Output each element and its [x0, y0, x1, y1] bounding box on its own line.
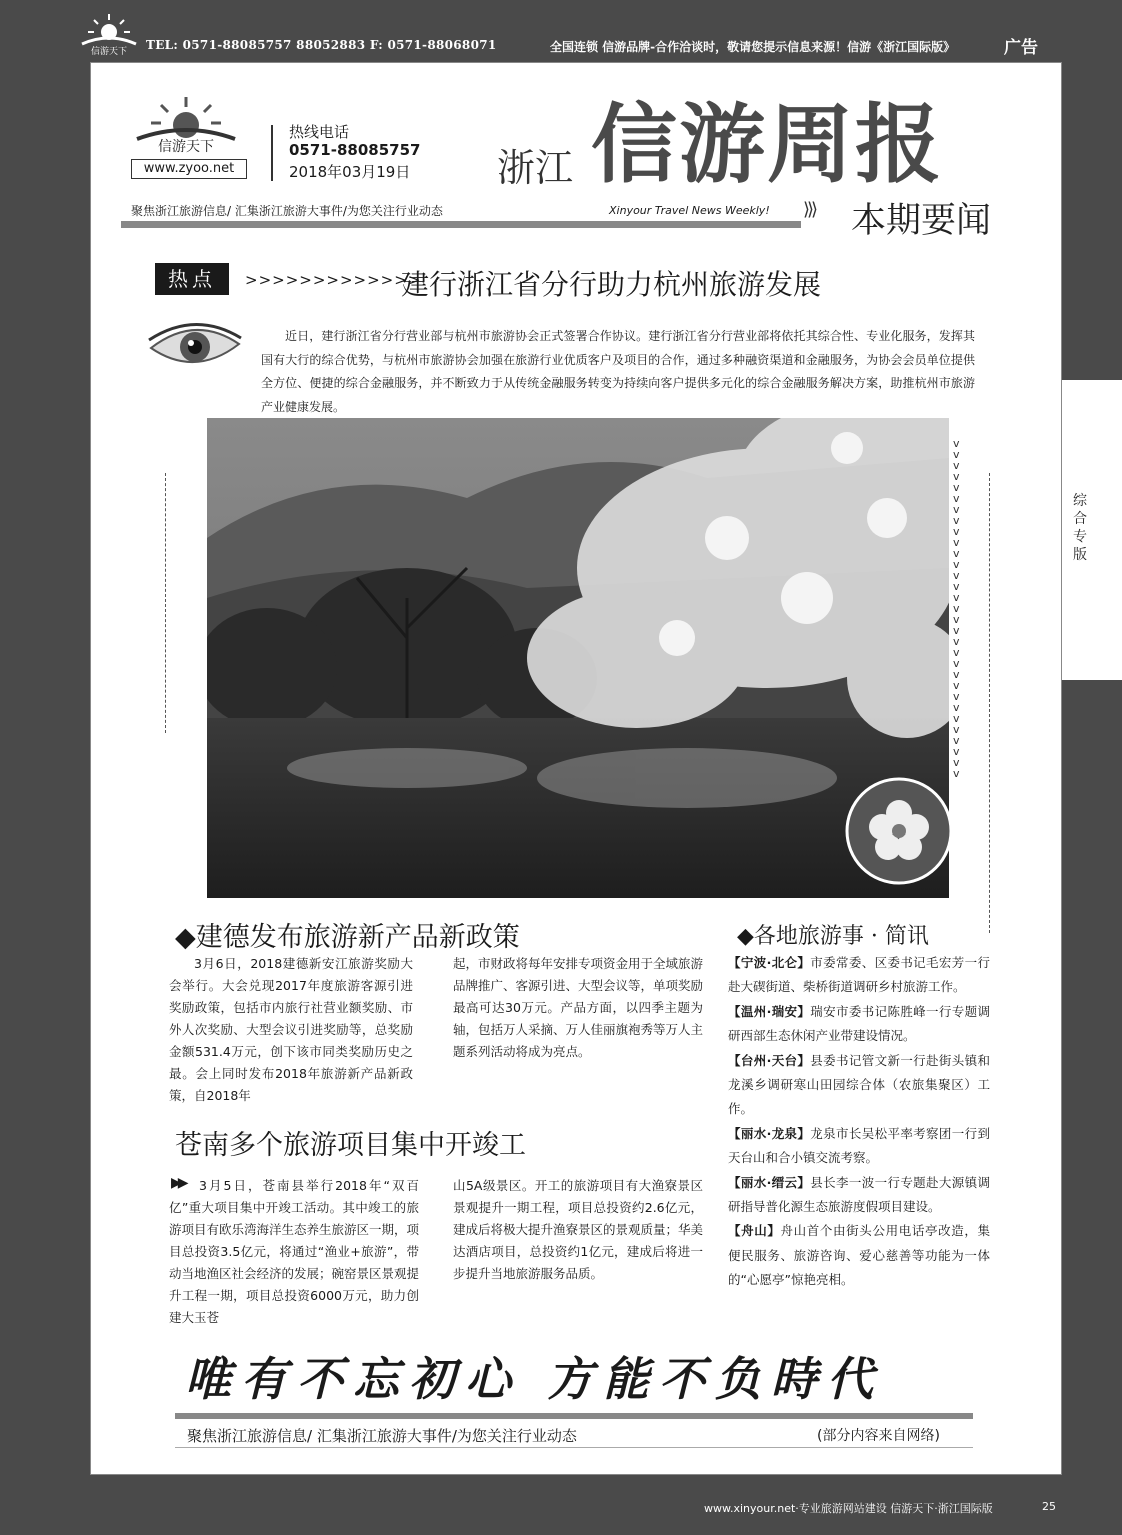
- dashed-divider: [165, 473, 166, 733]
- section-title: 本期要闻: [851, 201, 992, 241]
- page-number: 25: [1042, 1500, 1056, 1513]
- lake-blossom-photo: [207, 418, 949, 898]
- list-item: 【温州·瑞安】瑞安市委书记陈胜峰一行专题调研西部生态休闲产业带建设情况。: [728, 1003, 990, 1044]
- photo-v-marks: vvvvvvvvvvvvvvvvvvvvvvvvvvvvvvv: [953, 437, 960, 780]
- sun-logo-icon: [78, 10, 140, 56]
- calligraphy-motto: 唯有不忘初心 方能不负時代: [185, 1352, 884, 1406]
- top-slogan: 全国连锁 信游品牌-合作洽谈时，敬请您提示信息来源！信游《浙江国际版》: [550, 40, 956, 54]
- list-item: 【台州·天台】县委书记管文新一行赴街头镇和龙溪乡调研寒山田园综合体（农旅集聚区）工作。: [728, 1052, 990, 1117]
- newspaper-page: [90, 62, 1062, 1475]
- masthead-province: 浙江: [497, 146, 574, 190]
- masthead-tagline: 聚焦浙江旅游信息/ 汇集浙江旅游大事件/为您关注行业动态: [131, 204, 443, 218]
- eye-icon: [147, 318, 243, 374]
- jiande-headline: ◆建德发布旅游新产品新政策: [175, 922, 520, 953]
- ad-label: 广告: [1004, 38, 1038, 58]
- dashed-divider: [989, 473, 990, 933]
- briefs-list: [728, 951, 990, 1293]
- sun-logo-icon: [131, 93, 241, 153]
- issue-date: 2018年03月19日: [289, 163, 411, 181]
- cangnan-col2: 山5A级景区。开工的旅游项目有大渔寮景区景观提升一期工程，项目总投资约2.6亿元，建成后将极大提升渔寮景区的景观质量；华美达酒店项目，总投资约1亿元，建成后将进一步提升当地旅游服务品质。: [453, 1178, 704, 1281]
- top-bar: [0, 0, 1122, 62]
- svg-text:信游天下: 信游天下: [90, 47, 128, 56]
- hotline-label: 热线电话: [289, 123, 350, 141]
- footer-url: www.xinyour.net·专业旅游网站建设 信游天下·浙江国际版: [704, 1502, 993, 1515]
- hot-arrows: >>>>>>>>>>>>>: [245, 271, 422, 289]
- bottom-tagline: 聚焦浙江旅游信息/ 汇集浙江旅游大事件/为您关注行业动态: [187, 1427, 577, 1445]
- bottom-rule-thin: [175, 1447, 973, 1448]
- briefs-headline: ◆各地旅游事 · 简讯: [737, 924, 929, 949]
- masthead-divider: [271, 125, 273, 181]
- hot-tag: 热点: [155, 263, 229, 295]
- hot-article-body: 近日，建行浙江省分行营业部与杭州市旅游协会正式签署合作协议。建行浙江省分行营业部将依托其综合性、专业化服务，发挥其国有大行的综合优势，与杭州市旅游协会加强在旅游行业优质客户及项目的合作，通过多种融资渠道和金融服务，为协会会员单位提供全方位、便捷的综合金融服务，并不断致力于从传统金融服务转变为持续向客户提供多元化的综合金融服务解决方案，助推杭州市旅游产业健康发展。: [261, 329, 975, 414]
- site-url[interactable]: www.zyoo.net: [131, 159, 247, 179]
- jiande-col2: 起，市财政将每年安排专项资金用于全域旅游品牌推广、客源引进、大型会议等，单项奖励最高可达30万元。产品方面，以四季主题为轴，包括万人采摘、万人佳丽旗袍秀等万人主题系列活动将成为亮点。: [453, 956, 704, 1059]
- list-item: 【舟山】舟山首个由街头公用电话亭改造，集便民服务、旅游咨询、爱心慈善等功能为一体的“心愿亭”惊艳亮相。: [728, 1223, 990, 1288]
- cangnan-headline: 苍南多个旅游项目集中开竣工: [175, 1130, 526, 1161]
- jiande-col1: 3月6日，2018建德新安江旅游奖励大会举行。大会兑现2017年度旅游客源引进奖励政策，包括市内旅行社营业额奖励、市外人次奖励、大型会议引进奖励等，总奖励金额531.4万元，创下该市同类奖励历史之最。会上同时发布2018年旅游新产品新政策，自2018年: [169, 956, 413, 1103]
- bottom-rule: [175, 1413, 973, 1419]
- blossom-icon: [845, 777, 953, 885]
- masthead-title: 信游周报: [591, 95, 943, 195]
- side-tab-label: 综合专版: [1073, 493, 1087, 563]
- cangnan-col1: 3月5日，苍南县举行2018年“双百亿”重大项目集中开竣工活动。其中竣工的旅游项目有欧乐湾海洋生态养生旅游区一期，项目总投资3.5亿元，将通过“渔业+旅游”，带动当地渔区社会经济的发展；碗窑景区景观提升工程一期，项目总投资6000万元，助力创建大玉苍: [169, 1178, 420, 1325]
- double-arrow-icon: ▶▶: [171, 1175, 185, 1191]
- masthead-rule: [121, 221, 801, 228]
- hot-headline: 建行浙江省分行助力杭州旅游发展: [401, 268, 822, 301]
- masthead-english: Xinyour Travel News Weekly!: [609, 204, 770, 217]
- hotline-number: 0571-88085757: [289, 141, 421, 159]
- contact-info: TEL: 0571-88085757 88052883 F: 0571-88068071: [146, 38, 497, 52]
- list-item: 【丽水·龙泉】龙泉市长吴松平率考察团一行到天台山和合小镇交流考察。: [728, 1125, 990, 1166]
- chevrons-icon: ⟩⟩⟩: [803, 199, 816, 220]
- source-note: (部分内容来自网络): [817, 1428, 940, 1444]
- list-item: 【丽水·缙云】县长李一波一行专题赴大源镇调研指导普化源生态旅游度假项目建设。: [728, 1174, 990, 1215]
- svg-text:信游天下: 信游天下: [158, 139, 214, 153]
- list-item: 【宁波·北仑】市委常委、区委书记毛宏芳一行赴大碶街道、柴桥街道调研乡村旅游工作。: [728, 955, 990, 995]
